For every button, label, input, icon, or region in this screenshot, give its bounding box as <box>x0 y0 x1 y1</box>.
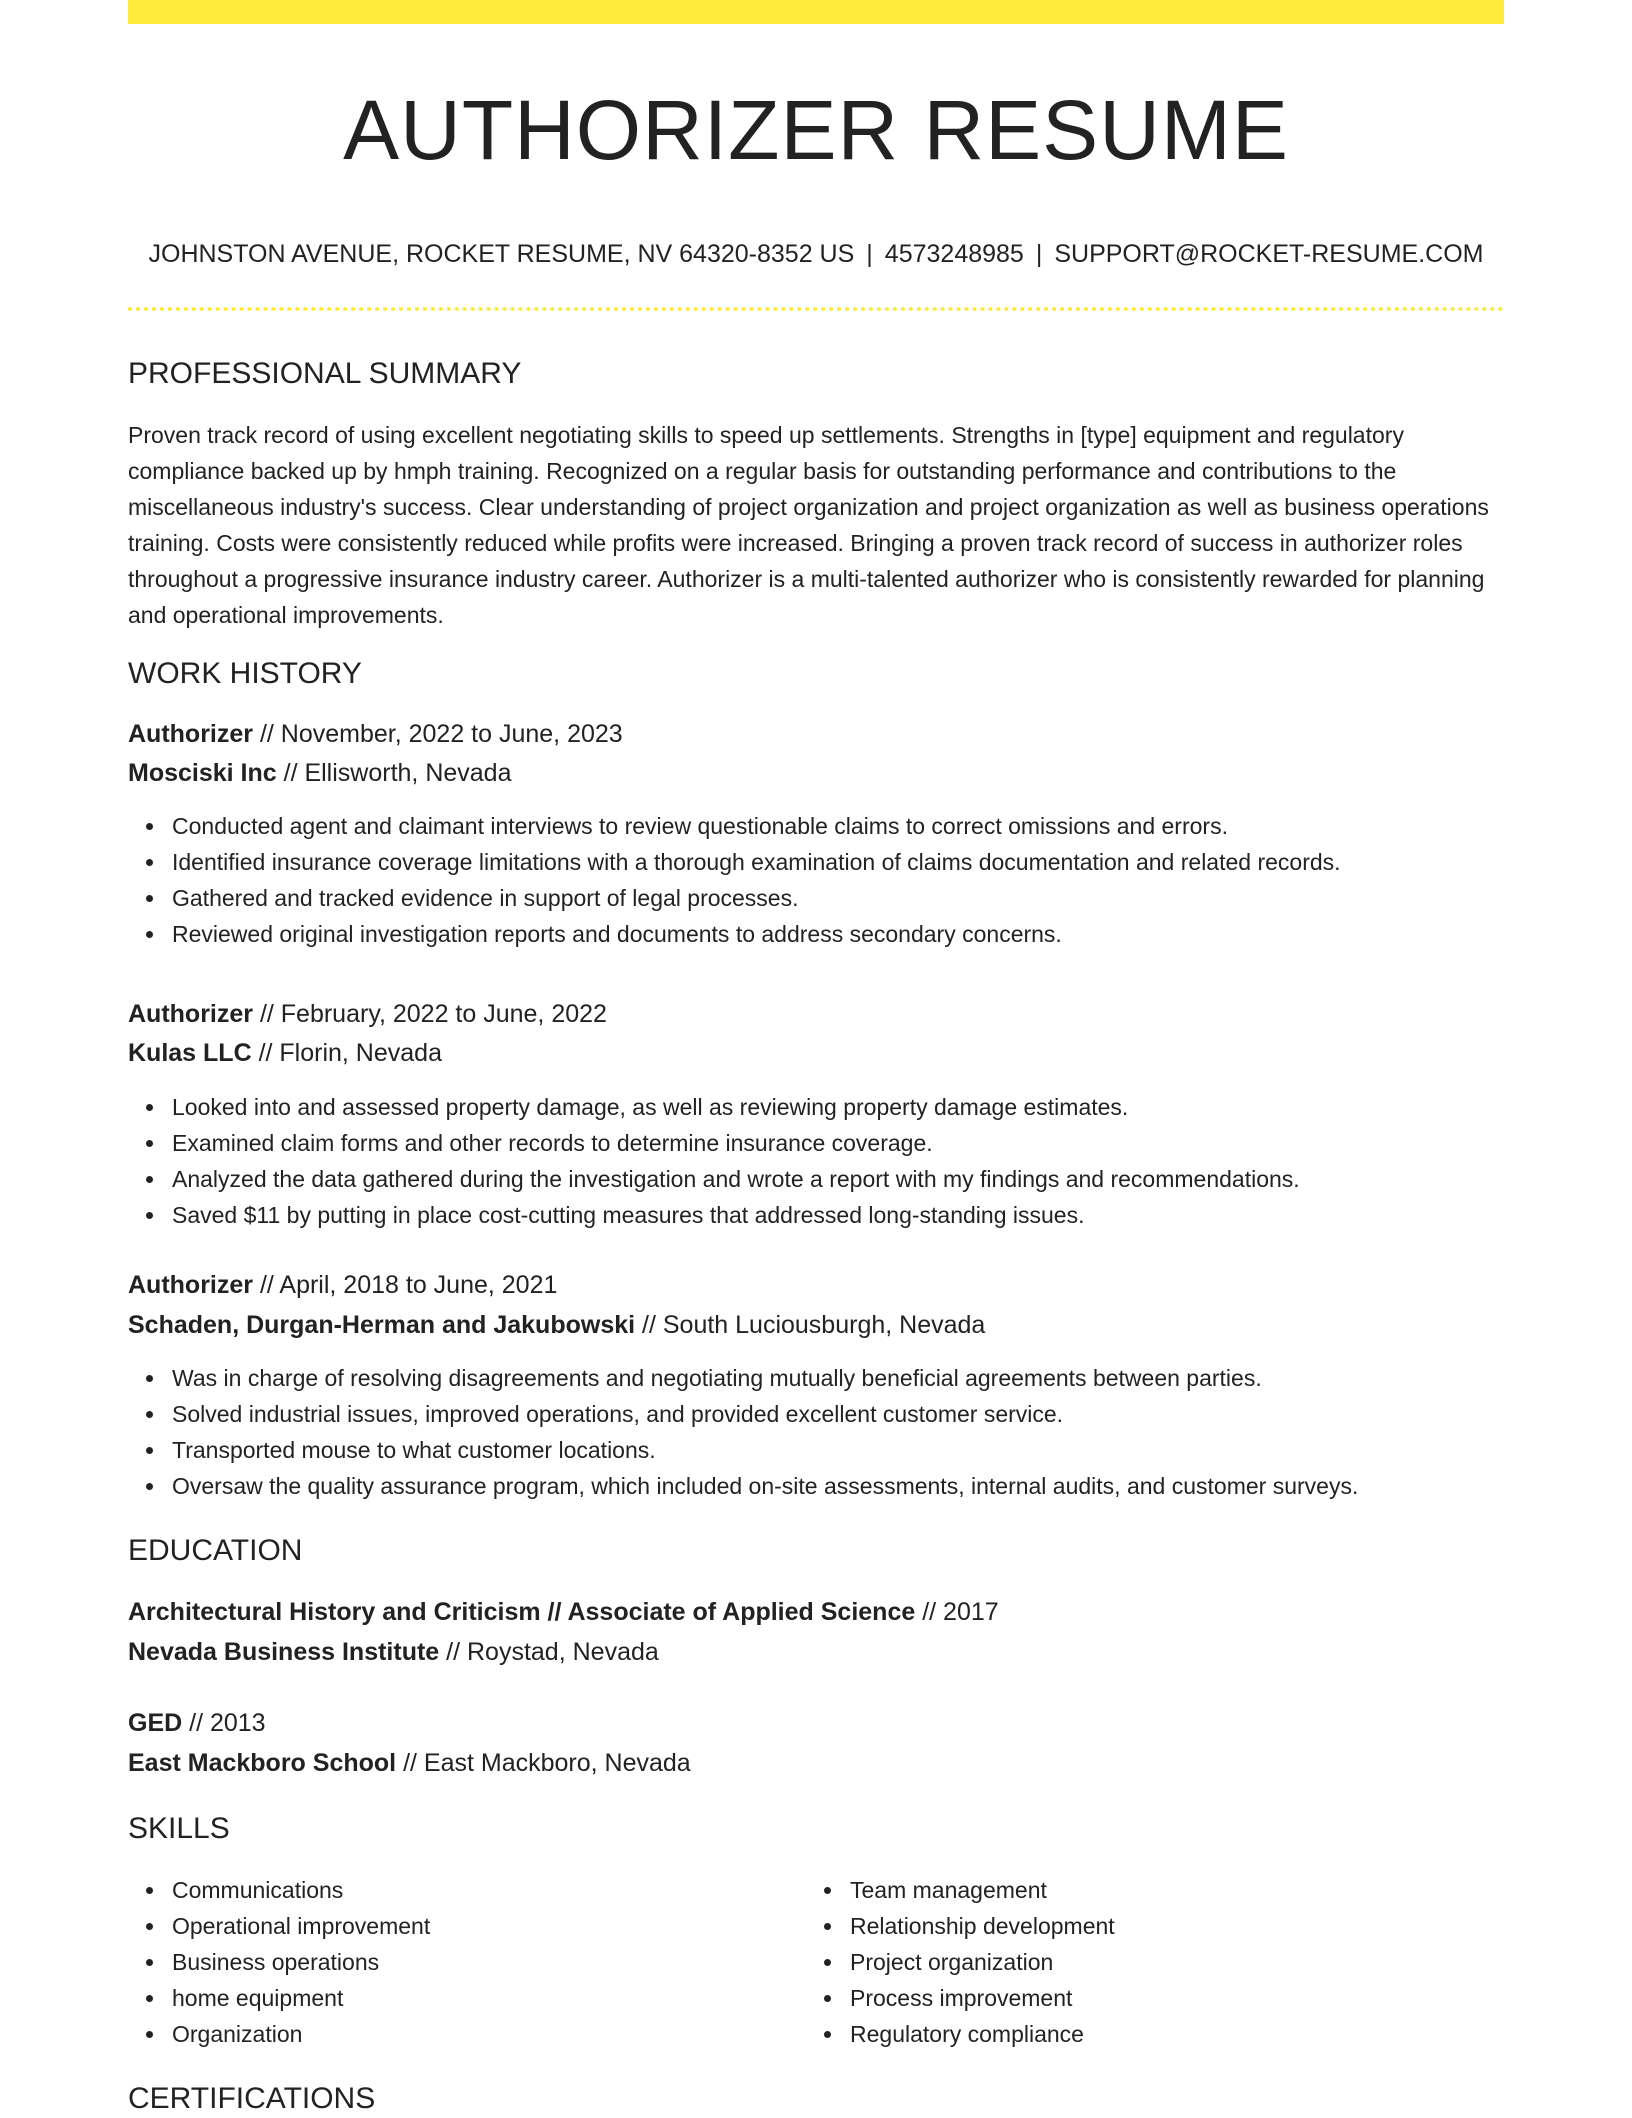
resume-page <box>128 0 1504 2115</box>
job-title-line <box>128 1267 1504 1303</box>
contact-separator: | <box>1035 240 1043 268</box>
list-item: Transported mouse to what customer locations. <box>172 1432 1504 1468</box>
job-company: Mosciski Inc <box>128 759 277 787</box>
job-company: Kulas LLC <box>128 1039 252 1067</box>
job-title: Authorizer <box>128 1000 253 1028</box>
contact-email: SUPPORT@ROCKET-RESUME.COM <box>1054 240 1484 268</box>
contact-line <box>128 237 1504 271</box>
contact-address: JOHNSTON AVENUE, ROCKET RESUME, NV 64320-8352 US <box>148 240 855 268</box>
education-degree: Architectural History and Criticism // Associate of Applied Science <box>128 1598 916 1626</box>
section-heading-work-history: WORK HISTORY <box>128 657 362 690</box>
education-school-line <box>128 1634 1504 1670</box>
skill-item: Organization <box>172 2016 1504 2052</box>
education-school: Nevada Business Institute <box>128 1638 440 1666</box>
skill-item: Communications <box>172 1872 1504 1908</box>
job-bullets <box>128 1089 1504 1233</box>
education-degree-line <box>128 1705 1504 1741</box>
section-heading-certifications: CERTIFICATIONS <box>128 2082 376 2115</box>
job-title-line <box>128 716 1504 752</box>
section-heading-skills: SKILLS <box>128 1812 230 1845</box>
list-item: Oversaw the quality assurance program, which included on-site assessments, internal audits, and customer surveys. <box>172 1468 1504 1504</box>
list-item: Identified insurance coverage limitations with a thorough examination of claims documentation and related records. <box>172 844 1504 880</box>
job-title: Authorizer <box>128 720 253 748</box>
skill-item: home equipment <box>172 1980 1504 2016</box>
skill-item: Business operations <box>172 1944 1504 1980</box>
list-item: Analyzed the data gathered during the investigation and wrote a report with my findings and recommendations. <box>172 1161 1504 1197</box>
contact-separator: | <box>866 240 873 268</box>
job-title: Authorizer <box>128 1271 253 1299</box>
dotted-divider <box>128 307 1504 311</box>
education-school: East Mackboro School <box>128 1749 397 1777</box>
job-location: // South Luciousburgh, Nevada <box>635 1311 986 1339</box>
job-location: // Florin, Nevada <box>251 1039 442 1067</box>
skill-item: Operational improvement <box>172 1908 1504 1944</box>
contact-phone: 4573248985 <box>884 240 1024 268</box>
education-degree: GED <box>128 1709 183 1737</box>
job-company-line <box>128 1035 1504 1071</box>
skill-item: Process improvement <box>850 1980 1632 2016</box>
resume-title: AUTHORIZER RESUME <box>343 83 1289 177</box>
education-location: // East Mackboro, Nevada <box>396 1749 691 1777</box>
skill-item: Project organization <box>850 1944 1632 1980</box>
job-bullets <box>128 808 1504 952</box>
job-company-line <box>128 755 1504 791</box>
job-bullets <box>128 1360 1504 1504</box>
list-item: Examined claim forms and other records to determine insurance coverage. <box>172 1125 1504 1161</box>
list-item: Looked into and assessed property damage, as well as reviewing property damage estimates. <box>172 1089 1504 1125</box>
job-company-line <box>128 1307 1504 1343</box>
job-location: // Ellisworth, Nevada <box>276 759 512 787</box>
skill-item: Regulatory compliance <box>850 2016 1632 2052</box>
summary-text: Proven track record of using excellent negotiating skills to speed up settlements. Strengths in [type] equipment and regulatory compliance backed up by hmph training. Recognized on a regular basis for outstanding performance and contributions to the miscellaneous industry's success. Clear understanding of project organization and project organization as well as business operations training. Costs were consistently reduced while profits were increased. Bringing a proven track record of success in authorizer roles throughout a progressive insurance industry career. Authorizer is a multi-talented authorizer who is consistently rewarded for planning and operational improvements. <box>128 422 1489 628</box>
skills-list-right <box>806 1872 1632 2052</box>
list-item: Was in charge of resolving disagreements and negotiating mutually beneficial agreements between parties. <box>172 1360 1504 1396</box>
list-item: Gathered and tracked evidence in support of legal processes. <box>172 880 1504 916</box>
list-item: Saved $11 by putting in place cost-cutting measures that addressed long-standing issues. <box>172 1197 1504 1233</box>
section-heading-education: EDUCATION <box>128 1534 303 1567</box>
job-dates: // November, 2022 to June, 2023 <box>253 720 623 748</box>
job-title-line <box>128 996 1504 1032</box>
education-year: // 2017 <box>915 1598 999 1626</box>
list-item: Conducted agent and claimant interviews to review questionable claims to correct omissions and errors. <box>172 808 1504 844</box>
education-school-line <box>128 1745 1504 1781</box>
job-company: Schaden, Durgan-Herman and Jakubowski <box>128 1311 636 1339</box>
job-dates: // February, 2022 to June, 2022 <box>253 1000 607 1028</box>
job-dates: // April, 2018 to June, 2021 <box>253 1271 558 1299</box>
list-item: Reviewed original investigation reports and documents to address secondary concerns. <box>172 916 1504 952</box>
section-heading-summary: PROFESSIONAL SUMMARY <box>128 357 522 390</box>
education-degree-line <box>128 1594 1504 1630</box>
skill-item: Team management <box>850 1872 1632 1908</box>
top-accent-bar <box>128 0 1504 24</box>
education-location: // Roystad, Nevada <box>439 1638 659 1666</box>
skill-item: Relationship development <box>850 1908 1632 1944</box>
education-year: // 2013 <box>182 1709 266 1737</box>
list-item: Solved industrial issues, improved operations, and provided excellent customer service. <box>172 1396 1504 1432</box>
